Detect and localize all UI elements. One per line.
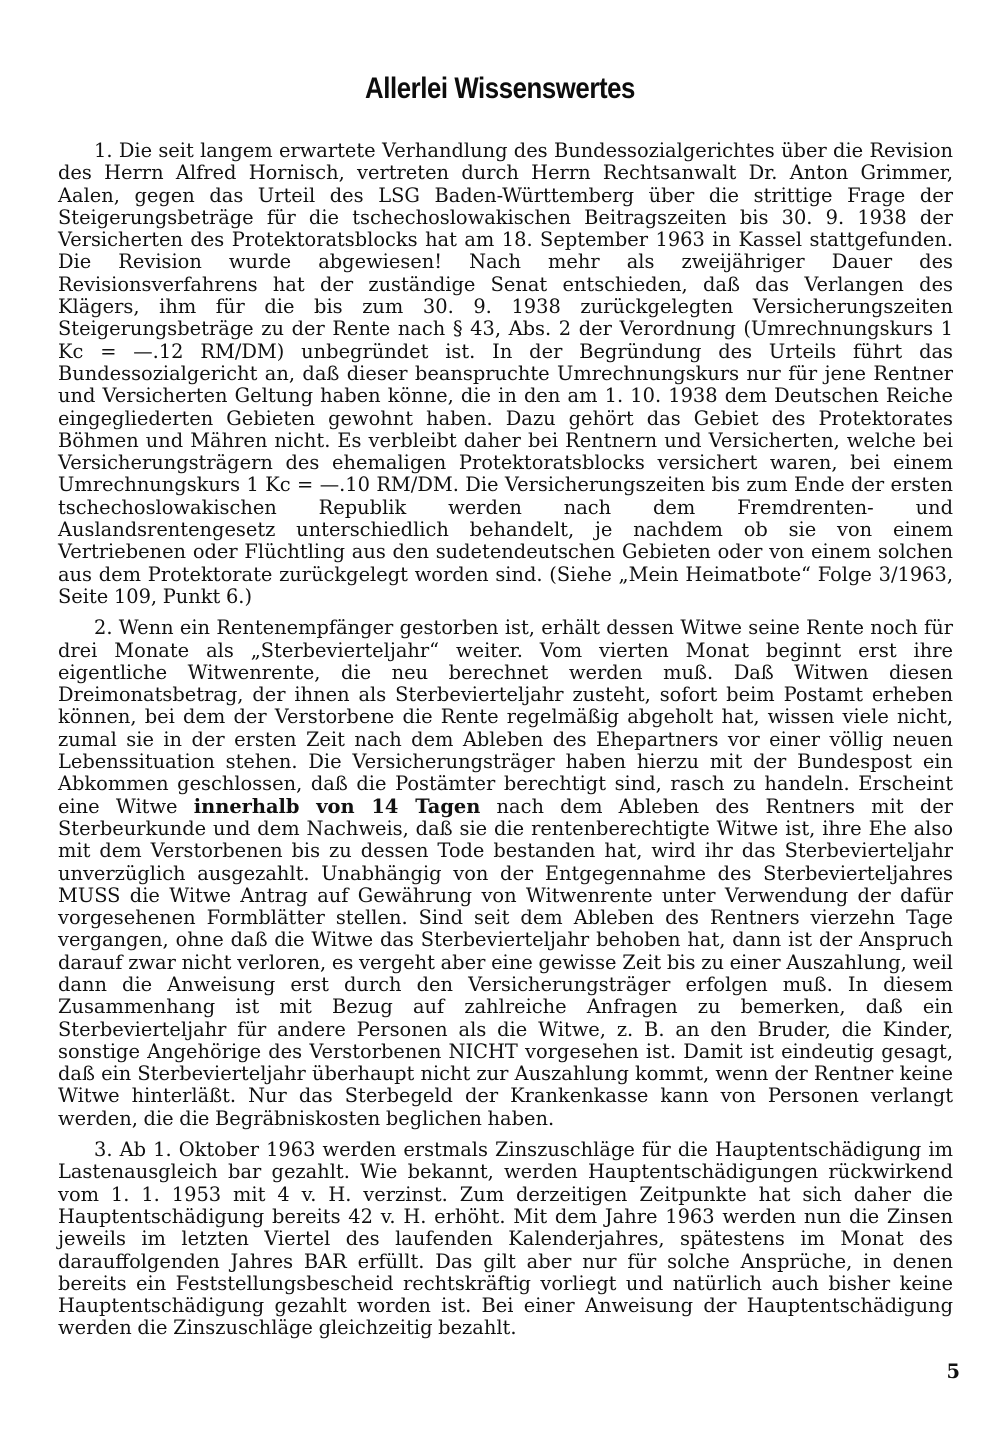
page-number: 5 — [946, 1360, 960, 1383]
page-title: Allerlei Wissenswertes — [365, 72, 635, 105]
paragraph-2-text-after-bold: nach dem Ableben des Rentners mit der Sterbeurkunde und dem Nachweis, daß sie die rentenberechtigte Witwe ist, ihre Ehe also mit dem Verstorbenen bis zu dessen Tode bestanden hat, wird ihr das Sterbevierteljahr unverzüglich ausgezahlt. Unabhängig von der Entgegennahme des Sterbevierteljahres MUSS die Witwe Antrag auf Gewährung von Witwenrente unter Verwendung der dafür vorgesehenen Formblätter stellen. Sind seit dem Ableben des Rentners vierzehn Tage vergangen, ohne daß die Witwe das Sterbevierteljahr behoben hat, dann ist der Anspruch darauf zwar nicht verloren, es vergeht aber eine gewisse Zeit bis zu einer Auszahlung, weil dann die Anweisung erst durch den Versicherungsträger erfolgen muß. In diesem Zusammenhang ist mit Bezug auf zahlreiche Anfragen zu bemerken, daß ein Sterbevierteljahr für andere Personen als die Witwe, z. B. an den Bruder, die Kinder, sonstige Angehörige des Verstorbenen NICHT vorgesehen ist. Damit ist eindeutig gesagt, daß ein Sterbevierteljahr überhaupt nicht zur Auszahlung kommt, wenn der Rentner keine Witwe hinterläßt. Nur das Sterbegeld der Krankenkasse kann von Personen verlangt werden, die die Begräbniskosten beglichen haben. — [58, 794, 953, 1130]
paragraph-2-emphasis: innerhalb von 14 Tagen — [193, 794, 481, 818]
paragraph-3 — [58, 1139, 953, 1340]
paragraph-1 — [58, 140, 953, 608]
paragraph-2 — [58, 617, 953, 1130]
paragraph-1-text: 1. Die seit langem erwartete Verhandlung des Bundessozialgerichtes über die Revision des Herrn Alfred Hornisch, vertreten durch Herrn Rechtsanwalt Dr. Anton Grimmer, Aalen, gegen das Urteil des LSG Baden-Württemberg über die strittige Frage der Steigerungsbeträge für die tschechoslowakischen Beitragszeiten bis 30. 9. 1938 der Versicherten des Protektoratsblocks hat am 18. September 1963 in Kassel stattgefunden. Die Revision wurde abgewiesen! Nach mehr als zweijähriger Dauer des Revisionsverfahrens hat der zuständige Senat entschieden, daß das Verlangen des Klägers, ihm für die bis zum 30. 9. 1938 zurückgelegten Versicherungszeiten Steigerungsbeträge zu der Rente nach § 43, Abs. 2 der Verordnung (Umrechnungskurs 1 Kc = —.12 RM/DM) unbegründet ist. In der Begründung des Urteils führt das Bundessozialgericht an, daß dieser beanspruchte Umrechnungskurs nur für jene Rentner und Versicherten Geltung haben könne, die in den am 1. 10. 1938 dem Deutschen Reiche eingegliederten Gebieten gewohnt haben. Dazu gehört das Gebiet des Protektorates Böhmen und Mähren nicht. Es verbleibt daher bei Rentnern und Versicherten, welche bei Versicherungsträgern des ehemaligen Protektoratsblocks versichert waren, bei einem Umrechnungskurs 1 Kc = —.10 RM/DM. Die Versicherungszeiten bis zum Ende der ersten tschechoslowakischen Republik werden nach dem Fremdrenten- und Auslandsrentengesetz unterschiedlich behandelt, je nachdem ob sie von einem Vertriebenen oder Flüchtling aus den sudetendeutschen Gebieten oder von einem solchen aus dem Protektorate zurückgelegt worden sind. (Siehe „Mein Heimatbote“ Folge 3/1963, Seite 109, Punkt 6.) — [58, 139, 953, 608]
paragraph-3-text: 3. Ab 1. Oktober 1963 werden erstmals Zinszuschläge für die Hauptentschädigung im Lastenausgleich bar gezahlt. Wie bekannt, werden Hauptentschädigungen rückwirkend vom 1. 1. 1953 mit 4 v. H. verzinst. Zum derzeitigen Zeitpunkte hat sich daher die Hauptentschädigung bereits 42 v. H. erhöht. Mit dem Jahre 1963 werden nun die Zinsen jeweils im letzten Viertel des laufenden Kalenderjahres, spätestens im Monat des darauffolgenden Jahres BAR erfüllt. Das gilt aber nur für solche Ansprüche, in denen bereits ein Feststellungsbescheid rechtskräftig vorliegt und natürlich auch bisher keine Hauptentschädigung gezahlt worden ist. Bei einer Anweisung der Hauptentschädigung werden die Zinszuschläge gleichzeitig bezahlt. — [58, 1138, 953, 1340]
paragraph-2-text-before-bold: 2. Wenn ein Rentenempfänger gestorben ist, erhält dessen Witwe seine Rente noch für drei Monate als „Sterbevierteljahr“ weiter. Vom vierten Monat beginnt erst ihre eigentliche Witwenrente, die neu berechnet werden muß. Daß Witwen diesen Dreimonatsbetrag, der ihnen als Sterbevierteljahr zusteht, sofort beim Postamt erheben können, bei dem der Verstorbene die Rente regelmäßig abgeholt hat, wissen viele nicht, zumal sie in der ersten Zeit nach dem Ableben des Ehepartners vor einer völlig neuen Lebenssituation stehen. Die Versicherungsträger haben hierzu mit der Bundespost ein Abkommen geschlossen, daß die Postämter berechtigt sind, rasch zu handeln. Erscheint eine Witwe — [58, 616, 953, 818]
article-body — [58, 140, 953, 1340]
